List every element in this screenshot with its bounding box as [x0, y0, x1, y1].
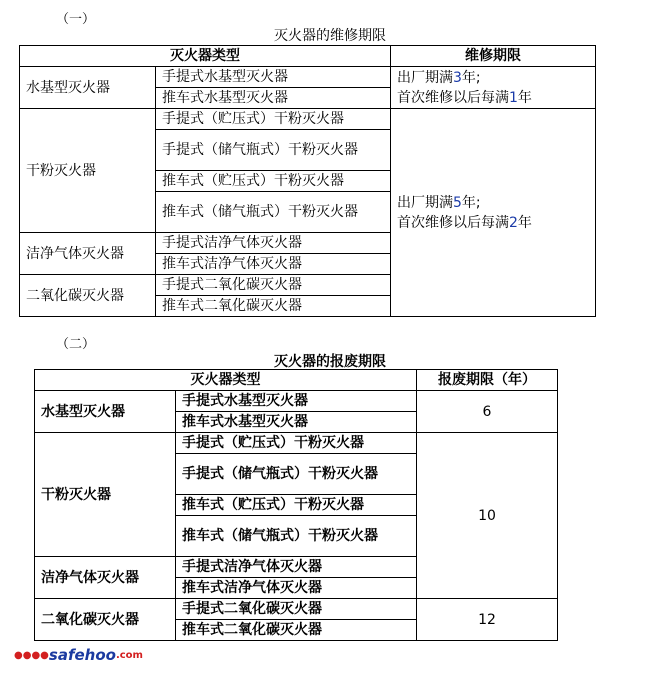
item-name: 手提式洁净气体灭火器: [176, 557, 417, 578]
group-name: 洁净气体灭火器: [20, 233, 156, 275]
header-type: 灭火器类型: [35, 370, 417, 391]
table-row: [35, 599, 558, 620]
section2-label: （二）: [56, 337, 96, 352]
disposal-table: [34, 369, 558, 641]
logo-text: safehoo: [48, 646, 116, 664]
years-cell: 10: [417, 433, 558, 599]
group-name: 干粉灭火器: [35, 433, 176, 557]
section1-label: （一）: [56, 12, 96, 27]
group-name: 水基型灭火器: [20, 67, 156, 109]
item-name: 手提式水基型灭火器: [176, 391, 417, 412]
item-name: 推车式二氧化碳灭火器: [156, 296, 391, 317]
years-cell: 6: [417, 391, 558, 433]
item-name: 手提式（贮压式）干粉灭火器: [156, 109, 391, 130]
logo-suffix: .com: [115, 650, 143, 661]
header-period: 维修期限: [391, 46, 596, 67]
group-name: 洁净气体灭火器: [35, 557, 176, 599]
item-name: 推车式（储气瓶式）干粉灭火器: [176, 516, 417, 557]
period-cell: 出厂期满3年; 首次维修以后每满1年: [391, 67, 596, 109]
item-name: 手提式（储气瓶式）干粉灭火器: [156, 130, 391, 171]
logo-dots: ●●●●: [14, 650, 49, 661]
group-name: 水基型灭火器: [35, 391, 176, 433]
table-row: [20, 67, 596, 88]
section2-title: 灭火器的报废期限: [274, 354, 386, 370]
group-name: 干粉灭火器: [20, 109, 156, 233]
item-name: 手提式二氧化碳灭火器: [156, 275, 391, 296]
item-name: 手提式（储气瓶式）干粉灭火器: [176, 454, 417, 495]
item-name: 推车式洁净气体灭火器: [176, 578, 417, 599]
item-name: 推车式水基型灭火器: [176, 412, 417, 433]
period-cell: 出厂期满5年; 首次维修以后每满2年: [391, 109, 596, 317]
table-row: [35, 433, 558, 454]
item-name: 手提式二氧化碳灭火器: [176, 599, 417, 620]
header-period: 报废期限（年）: [417, 370, 558, 391]
item-name: 推车式二氧化碳灭火器: [176, 620, 417, 641]
item-name: 推车式洁净气体灭火器: [156, 254, 391, 275]
table-row: [20, 109, 596, 130]
item-name: 推车式（贮压式）干粉灭火器: [176, 495, 417, 516]
header-type: 灭火器类型: [20, 46, 391, 67]
item-name: 手提式（贮压式）干粉灭火器: [176, 433, 417, 454]
item-name: 推车式（储气瓶式）干粉灭火器: [156, 192, 391, 233]
section1-title: 灭火器的维修期限: [274, 28, 386, 44]
item-name: 推车式（贮压式）干粉灭火器: [156, 171, 391, 192]
item-name: 手提式水基型灭火器: [156, 67, 391, 88]
table-header-row: [20, 46, 596, 67]
group-name: 二氧化碳灭火器: [35, 599, 176, 641]
site-logo: [14, 646, 143, 664]
item-name: 手提式洁净气体灭火器: [156, 233, 391, 254]
table-row: [35, 391, 558, 412]
maintenance-table: [19, 45, 596, 317]
years-cell: 12: [417, 599, 558, 641]
group-name: 二氧化碳灭火器: [20, 275, 156, 317]
table-header-row: [35, 370, 558, 391]
item-name: 推车式水基型灭火器: [156, 88, 391, 109]
